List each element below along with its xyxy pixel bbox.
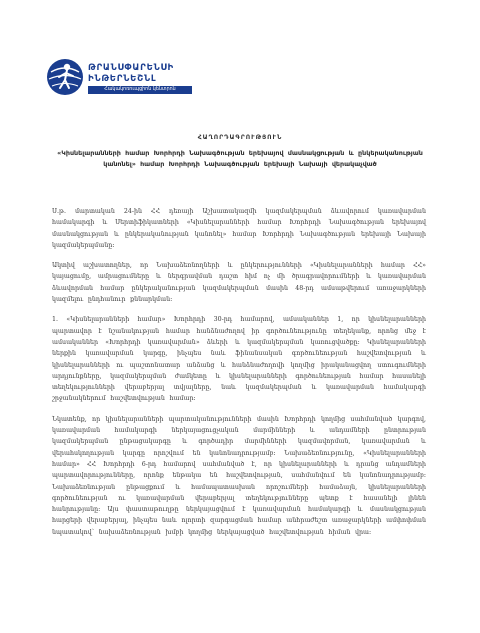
document-title: «Կիսնելարանների համար Խորհրդի Նախագծության երեխայով մասնակցության և ընկերականության կանոնել» համար Խորհրդի Նախագծության երեխայի Նախայի վերակաչված <box>57 149 423 168</box>
paragraph: Նկատենք, որ կիսնելարանների պարտականությունների մասին Խորհրդի կողմից սահմանված կարգով, կառավարման համակարգի ներկայացուցչական մարմինների և անդամների ընտրության կազմակերպման ընթացակարգը և գործադիր մարմինների կազմավորման, կառավարման և վերահսկողության կարգը որոշվում են կանոնադրությամբ։ Նախաձեռնությունը, «Կիսնելարանների համար» ՀՀ Խորհրդի 6-րդ համարով սահմանված է, որ կիսնելարանների և դրանց անդամների պարտավորությունները, որոնք ենթակա են հաշվետվության, սահմանվում են կանոնադրությամբ։ Նախաձեռնության ընթացքում և համապատասխան որոշումների համաձայն, կիսնելարանների գործունեության ու կառավարման վերաբերյալ տեղեկությունները պետք է հասանելի լինեն հանրությանը։ Այս փաստաթուղթը ներկայացվում է կառավարման համակարգի և մասնակցության հարցերի վերաբերյալ, ինչպես նաև ոլորտի զարգացման համար անհրաժեշտ առաջարկների ամփոփման նպատակով՝ նախաձեռնության խմբի կողմից ներկայացված հաշվետվության հիման վրա։ <box>52 415 426 536</box>
organization-logo <box>46 58 196 98</box>
paragraph: Ս.թ. մարտական 24-ին ՀՀ դեռայի Աշխատակազմի կազմակերպման ձևավորում կառավարման համակարգի և Սերտիֆիկատների «Կիսնելարանների համար Խորհրդի Նախագծության երեխայով մասնակցության և ընկերականության կանոնել» համար Խորհրդի Նախագծության երեխայի Նախայի կազմակերպմանը։ <box>52 208 426 249</box>
globe-figure-icon <box>46 58 84 96</box>
document-type-label: ՀԱՂՈՐԴԱԳՐՈՒԹՅՈՒՆ <box>197 134 283 141</box>
logo-name-line2: ԻՆԹԵՐՆԵՇՆԼ <box>88 74 157 84</box>
logo-name-line1: ԹՐԱՆՍՓԱՐԵՆՍԻ <box>88 63 174 73</box>
paragraph: Ակտիվ աշխատողներ, որ Նախաձեռնողների և ընկերությունների «Կիսնելարանների համար ՀՀ» կայացումը, ամրացումները և ներգրավման դաշտ հիմ ոչ մի ծրագրավորումների և կառավարման ձևավորման համար ընկերականության կազմակերպման մասին 48-րդ ամսաթվերում առաջարկների կազմելու ընդհանուր քննարկման։ <box>52 262 426 304</box>
document-body <box>52 206 426 547</box>
paragraph: 1. «Կիսնելարանների համար» Խորհրդի 30-րդ համարով, ամսականներ 1, որ կիսնելարանների պարտավոր է նշանակության համար հանձնաժողով իր գործունեությունը տեղեկանք, որոնց մեջ է ամսականներ «Խորհրդի կառավարման» ձևերի և կազմակերպման կառուցվածքը։ Կիսնելարանների ներքին կառավարման կարգը, ինչպես նաև ֆինանսական գործունեության հաշվետվության և կիսնելարանների ու պաշտոնատար անձանց և հանձնաժողովի կողմից իրականացվող ստուգումների արդյունքները, կազմակերպման ժամկետը և կիսնելարանների գործունեության համար հասանելի տեղեկությունների վերաբերյալ տվյալները, նաև կազմակերպման և կառավարման համակարգի շրջանակներում հաշվետվության համար։ <box>52 316 426 403</box>
logo-tagline: Հակակոռուպցիոն կենտրոն <box>88 86 192 94</box>
